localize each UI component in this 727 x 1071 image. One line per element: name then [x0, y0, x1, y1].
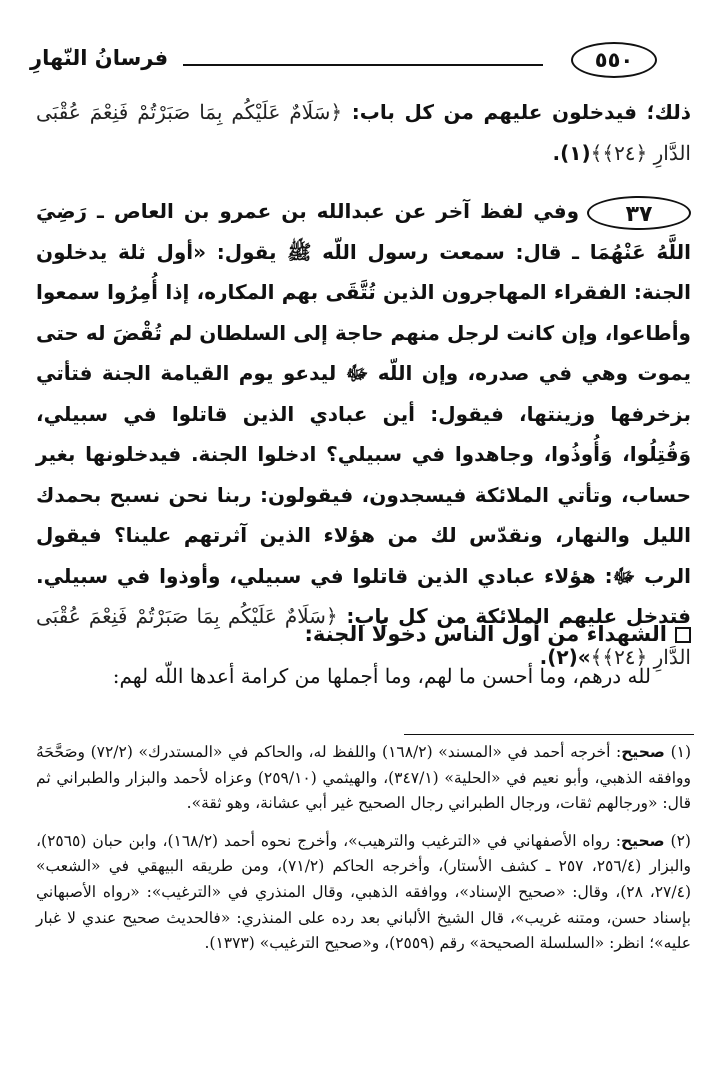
- quran-verse-1: ﴿سَلَامٌ عَلَيْكُم بِمَا صَبَرْتُمْ فَنِعْمَ عُقْبَى الدَّارِ ﴿٢٤﴾﴾: [36, 100, 691, 165]
- footnote-2: [36, 829, 691, 957]
- footnote-1-number: (١): [670, 743, 692, 761]
- footnotes: [36, 740, 691, 969]
- footnote-1-text: : أخرجه أحمد في «المسند» (١٦٨/٢) واللفظ له، والحاكم في «المستدرك» (٧٢/٢) وصَحَّحَهُ ووافقه الذهبي، وأبو نعيم في «الحلية» (٣٤٧/١)، والهيثمي (٢٥٩/١٠) وعزاه لأحمد والبزار والطبراني ثم قال: «ورجالهم ثقات، ورجال الطبراني رجال الصحيح غير أبي عشانة، وهو ثقة».: [36, 743, 691, 813]
- hadith-number: ٣٧: [625, 201, 653, 227]
- section-heading-text: الشهداء من أول الناس دخولًا الجنة:: [304, 622, 667, 646]
- footnote-ref-1: (١).: [552, 140, 591, 165]
- footnote-ref-2: »(٢).: [539, 644, 591, 669]
- page-header: [0, 40, 727, 84]
- main-text: [36, 92, 691, 677]
- square-bullet-icon: [675, 627, 691, 643]
- section-heading: [36, 616, 691, 652]
- footnote-1-grade: صحيح: [621, 743, 665, 761]
- footnote-2-grade: صحيح: [620, 831, 665, 850]
- footnote-divider: [404, 734, 694, 735]
- paragraph-1: [36, 92, 691, 173]
- header-rule: [183, 64, 543, 66]
- paragraph-2: [36, 191, 691, 677]
- section-intro: لله درهم، وما أحسن ما لهم، وما أجملها من كرامة أعدها اللّه لهم:: [112, 664, 651, 688]
- hadith-number-badge: [587, 196, 691, 230]
- footnote-2-text: : رواه الأصفهاني في «الترغيب والترهيب»، وأخرج نحوه أحمد (١٦٨/٢)، وابن حبان (٢٥٦٥)، والبزار (٢٥٦/٤، ٢٥٧ ـ كشف الأستار)، وأخرجه الحاكم (٧١/٢)، ومن طريقه البيهقي في «الشعب» (٢٧/٤، ٢٨)، وقال: «صحيح الإسناد»، ووافقه الذهبي، وقال المنذري في «الترغيب»: «رواه الأصبهاني بإسناد حسن، ومتنه غريب»، قال الشيخ الألباني بعد رده على المنذري: «فالحديث صحيح عندي لا غبار عليه»؛ انظر: «السلسلة الصحيحة» رقم (٢٥٥٩)، و«صحيح الترغيب» (١٣٧٣).: [36, 831, 691, 953]
- book-title: فرسانُ النّهارِ: [30, 46, 169, 70]
- paragraph-1-text: ذلك؛ فيدخلون عليهم من كل باب:: [342, 100, 691, 124]
- page-number-badge: [571, 42, 657, 78]
- quran-verse-2: ﴿سَلَامٌ عَلَيْكُم بِمَا صَبَرْتُمْ فَنِعْمَ عُقْبَى الدَّارِ ﴿٢٤﴾﴾: [36, 604, 691, 669]
- footnote-2-number: (٢): [670, 831, 691, 850]
- footnote-1: [36, 740, 691, 817]
- paragraph-2-text: وفي لفظ آخر عن عبدالله بن عمرو بن العاص ـ رَضِيَ اللَّهُ عَنْهُمَا ـ قال: سمعت رسول اللّه ﷺ يقول: «أول ثلة يدخلون الجنة: الفقراء المهاجرون الذين تُتَّقَى بهم المكاره، إذا أُمِرُوا سمعوا وأطاعوا، وإن كانت لرجل منهم حاجة إلى السلطان لم تُقْضَ له حتى يموت وهي في صدره، وإن اللّه ﷻ ليدعو يوم القيامة الجنة فتأتي بزخرفها وزينتها، فيقول: أين عبادي الذين قاتلوا في سبيلي، وَقُتِلُوا، وَأُوذُوا، وجاهدوا في سبيلي؟ ادخلوا الجنة. فيدخلونها بغير حساب، وتأتي الملائكة فيسجدون، فيقولون: ربنا نحن نسبح بحمدك الليل والنهار، ونقدّس لك من هؤلاء الذين آثرتهم علينا؟ فيقول الرب ﷻ: هؤلاء عبادي الذين قاتلوا في سبيلي، وأوذوا في سبيلي. فتدخل عليهم الملائكة من كل باب:: [36, 199, 691, 628]
- page-number: ٥٥٠: [594, 48, 634, 72]
